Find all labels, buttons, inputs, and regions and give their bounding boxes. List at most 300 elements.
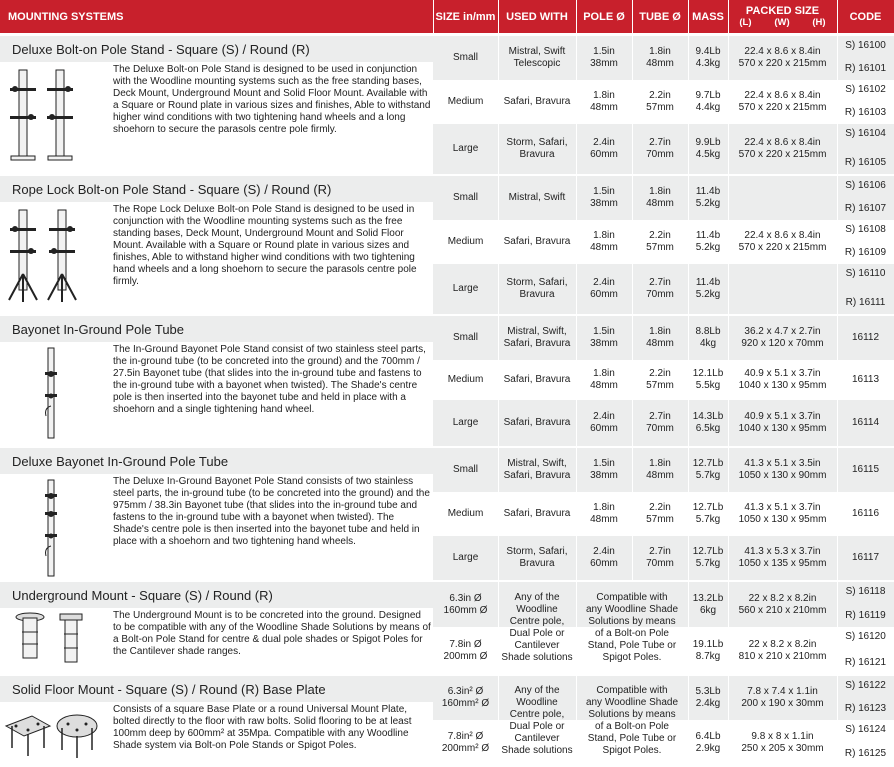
cell-pole-line: Solutions by means bbox=[588, 616, 676, 627]
cell-code bbox=[837, 536, 894, 580]
cell-mass-line: 8.8Lb bbox=[695, 326, 721, 337]
cell-pole-line: Spigot Poles. bbox=[602, 652, 662, 663]
cell-packed-line: 41.3 x 5.3 x 3.7in bbox=[744, 546, 821, 557]
product-code: R) 16119 bbox=[845, 610, 886, 621]
cell-packed-line: 1040 x 130 x 95mm bbox=[738, 380, 827, 391]
cell-pole-line: Compatible with bbox=[596, 592, 668, 603]
cell-packed-line: 22.4 x 8.6 x 8.4in bbox=[744, 90, 821, 101]
cell-tube-line: 2.7in bbox=[649, 546, 671, 557]
rope-lock-pole-stand-illustration bbox=[2, 204, 103, 319]
cell-used-line: Mistral, Swift bbox=[508, 192, 566, 203]
cell-mass bbox=[688, 582, 728, 627]
cell-packed bbox=[728, 400, 837, 446]
cell-used bbox=[498, 400, 576, 446]
cell-mass bbox=[688, 36, 728, 80]
cell-pole-line: 38mm bbox=[590, 198, 618, 209]
cell-pole-line: 38mm bbox=[590, 338, 618, 349]
header-used: USED WITH bbox=[506, 10, 568, 23]
cell-size bbox=[433, 176, 498, 220]
product-code: 16113 bbox=[851, 374, 880, 385]
product-code: R) 16111 bbox=[845, 297, 886, 308]
cell-used bbox=[498, 536, 576, 580]
cell-size-line: 160mm Ø bbox=[443, 604, 488, 616]
table-row bbox=[433, 264, 894, 314]
cell-used-line: Cantilever bbox=[514, 640, 560, 651]
cell-tube bbox=[632, 316, 688, 360]
cell-used-line: Storm, Safari, bbox=[506, 277, 568, 288]
cell-code bbox=[837, 176, 894, 220]
cell-used-line: Storm, Safari, bbox=[506, 546, 568, 557]
table-row bbox=[433, 220, 894, 264]
cell-size-line: 6.3in Ø bbox=[449, 592, 482, 604]
cell-used-line: Mistral, Swift, bbox=[507, 326, 567, 337]
header-mass: MASS bbox=[692, 10, 724, 23]
cell-size-line: 200mm² Ø bbox=[441, 742, 490, 754]
cell-pole-line: Compatible with bbox=[596, 684, 668, 696]
table-row bbox=[433, 400, 894, 446]
cell-pole-line: 38mm bbox=[590, 470, 618, 481]
cell-pole bbox=[576, 536, 632, 580]
cell-packed-line: 7.8 x 7.4 x 1.1in bbox=[747, 686, 818, 697]
cell-packed-line: 570 x 220 x 215mm bbox=[738, 149, 827, 160]
cell-packed bbox=[728, 264, 837, 314]
product-code: R) 16123 bbox=[844, 703, 887, 714]
cell-pole-line: Solutions by means bbox=[588, 708, 676, 720]
cell-pole bbox=[576, 176, 632, 220]
cell-used-line: Bravura bbox=[519, 149, 555, 160]
cell-packed-line: 1050 x 135 x 95mm bbox=[738, 558, 827, 569]
cell-pole-line: 1.5in bbox=[593, 46, 615, 57]
cell-used-line: Dual Pole or bbox=[509, 720, 565, 732]
cell-packed-line: 570 x 220 x 215mm bbox=[738, 58, 827, 69]
cell-mass bbox=[688, 220, 728, 264]
cell-size-line: Medium bbox=[447, 508, 484, 519]
table-row bbox=[433, 360, 894, 400]
cell-pole-line: 48mm bbox=[590, 514, 618, 525]
cell-pole-line: Stand, Pole Tube or bbox=[587, 640, 677, 651]
cell-mass bbox=[688, 676, 728, 720]
cell-tube bbox=[632, 176, 688, 220]
section bbox=[0, 316, 894, 446]
cell-pole-line: 1.8in bbox=[593, 502, 615, 513]
cell-tube-line: 1.8in bbox=[649, 46, 671, 57]
cell-pole-line: 48mm bbox=[590, 380, 618, 391]
cell-packed bbox=[728, 676, 837, 720]
product-code: S) 16110 bbox=[845, 268, 886, 279]
cell-tube-line: 2.2in bbox=[649, 230, 671, 241]
cell-mass-line: 5.2kg bbox=[695, 289, 721, 300]
product-code: R) 16125 bbox=[844, 748, 887, 759]
cell-pole bbox=[576, 360, 632, 400]
cell-pole-line: 1.8in bbox=[593, 230, 615, 241]
cell-packed-line: 560 x 210 x 210mm bbox=[738, 604, 827, 616]
cell-used-line: Centre pole, bbox=[509, 616, 565, 627]
cell-packed bbox=[728, 492, 837, 536]
cell-pole bbox=[576, 400, 632, 446]
section-description: Consists of a square Base Plate or a round Universal Mount Plate, bolted directly to the floor with raw bolts. Solid flooring to be at least 100mm deep by 600mm² at 35Mpa. Compatible with any Woodline Shade system via Bolt-on Pole Stands or Spigot Poles. bbox=[113, 704, 412, 751]
cell-tube bbox=[632, 80, 688, 124]
cell-size bbox=[433, 220, 498, 264]
cell-pole-line: 60mm bbox=[590, 289, 618, 300]
section-title: Rope Lock Bolt-on Pole Stand - Square (S) / Round (R) bbox=[0, 176, 433, 202]
section-title: Deluxe Bolt-on Pole Stand - Square (S) / Round (R) bbox=[0, 36, 433, 62]
table-row bbox=[433, 36, 894, 80]
product-code: 16115 bbox=[851, 464, 880, 475]
cell-tube-line: 2.7in bbox=[649, 411, 671, 422]
product-code: S) 16120 bbox=[845, 631, 886, 642]
cell-packed-line: 810 x 210 x 210mm bbox=[738, 650, 827, 662]
product-code: S) 16102 bbox=[845, 84, 886, 95]
cell-used-line: Dual Pole or bbox=[509, 628, 565, 639]
cell-pole-merged bbox=[576, 676, 688, 765]
cell-size bbox=[433, 720, 498, 765]
cell-mass bbox=[688, 176, 728, 220]
cell-packed-line: 40.9 x 5.1 x 3.7in bbox=[744, 411, 821, 422]
cell-pole-line: 60mm bbox=[590, 423, 618, 434]
cell-packed bbox=[728, 627, 837, 674]
cell-mass-line: 12.7Lb bbox=[692, 458, 724, 469]
cell-pole bbox=[576, 80, 632, 124]
cell-code bbox=[837, 80, 894, 124]
product-code: 16116 bbox=[851, 508, 880, 519]
section bbox=[0, 36, 894, 174]
cell-used-line: Woodline bbox=[516, 696, 558, 708]
cell-tube bbox=[632, 400, 688, 446]
table-row bbox=[433, 316, 894, 360]
cell-tube-line: 70mm bbox=[646, 289, 674, 300]
cell-mass-line: 6.4Lb bbox=[695, 730, 721, 742]
cell-packed-line: 920 x 120 x 70mm bbox=[741, 338, 824, 349]
cell-used-line: Shade solutions bbox=[501, 744, 573, 756]
cell-pole-line: any Woodline Shade bbox=[585, 696, 679, 708]
cell-code bbox=[837, 492, 894, 536]
cell-mass-line: 13.2Lb bbox=[692, 592, 724, 604]
cell-mass-line: 5.2kg bbox=[695, 242, 721, 253]
table-row bbox=[433, 176, 894, 220]
cell-mass-line: 5.2kg bbox=[695, 198, 721, 209]
cell-mass-line: 4.4kg bbox=[695, 102, 721, 113]
cell-mass bbox=[688, 720, 728, 765]
cell-pole-line: any Woodline Shade bbox=[585, 604, 679, 615]
table-row bbox=[433, 448, 894, 492]
cell-code bbox=[837, 676, 894, 720]
cell-packed bbox=[728, 720, 837, 765]
product-code: S) 16100 bbox=[845, 40, 886, 51]
cell-size-line: 6.3in² Ø bbox=[447, 686, 484, 697]
cell-mass bbox=[688, 492, 728, 536]
bolt-on-pole-stand-illustration bbox=[2, 64, 103, 179]
cell-tube-line: 57mm bbox=[646, 242, 674, 253]
cell-tube-line: 48mm bbox=[646, 338, 674, 349]
cell-size-line: Large bbox=[452, 143, 479, 154]
cell-pole bbox=[576, 492, 632, 536]
cell-used-line: Telescopic bbox=[513, 58, 561, 69]
cell-pole-line: of a Bolt-on Pole bbox=[595, 720, 669, 732]
cell-packed-line: 1050 x 130 x 95mm bbox=[738, 514, 827, 525]
cell-pole-line: Spigot Poles. bbox=[602, 744, 662, 756]
cell-used bbox=[498, 264, 576, 314]
cell-size-line: Large bbox=[452, 283, 479, 294]
cell-used-line: Safari, Bravura bbox=[503, 374, 571, 385]
section bbox=[0, 582, 894, 674]
product-code: 16117 bbox=[851, 552, 880, 563]
cell-tube bbox=[632, 448, 688, 492]
cell-code bbox=[837, 627, 894, 674]
cell-size-line: Medium bbox=[447, 236, 484, 247]
cell-pole-line: 38mm bbox=[590, 58, 618, 69]
underground-mount-illustration bbox=[2, 610, 103, 677]
cell-tube-line: 2.7in bbox=[649, 137, 671, 148]
cell-size-line: Small bbox=[452, 332, 478, 343]
cell-tube-line: 70mm bbox=[646, 149, 674, 160]
cell-used-line: Storm, Safari, bbox=[506, 137, 568, 148]
cell-packed-line: 200 x 190 x 30mm bbox=[741, 698, 824, 709]
header-packed-h: (H) bbox=[812, 17, 826, 28]
product-code: S) 16122 bbox=[845, 680, 886, 691]
cell-size-line: Large bbox=[452, 417, 479, 428]
cell-size bbox=[433, 316, 498, 360]
header-code: CODE bbox=[849, 10, 882, 23]
cell-code bbox=[837, 582, 894, 627]
cell-packed-line: 40.9 x 5.1 x 3.7in bbox=[744, 368, 821, 379]
cell-mass-line: 9.9Lb bbox=[695, 137, 721, 148]
cell-mass-line: 6kg bbox=[699, 604, 717, 616]
cell-mass bbox=[688, 80, 728, 124]
cell-packed-line: 570 x 220 x 215mm bbox=[738, 242, 827, 253]
cell-code bbox=[837, 220, 894, 264]
cell-used-line: Cantilever bbox=[514, 732, 560, 744]
cell-used bbox=[498, 124, 576, 174]
cell-pole-line: 1.8in bbox=[593, 90, 615, 101]
cell-size bbox=[433, 400, 498, 446]
cell-size bbox=[433, 582, 498, 627]
cell-used-line: Bravura bbox=[519, 289, 555, 300]
cell-size bbox=[433, 360, 498, 400]
header-packed bbox=[728, 0, 837, 33]
cell-pole bbox=[576, 220, 632, 264]
cell-size bbox=[433, 448, 498, 492]
product-code: R) 16121 bbox=[844, 657, 887, 668]
cell-code bbox=[837, 264, 894, 314]
cell-tube-line: 48mm bbox=[646, 58, 674, 69]
cell-size-line: Small bbox=[452, 52, 478, 63]
cell-used bbox=[498, 220, 576, 264]
table-row bbox=[433, 536, 894, 580]
cell-used bbox=[498, 316, 576, 360]
cell-tube-line: 57mm bbox=[646, 102, 674, 113]
cell-used bbox=[498, 360, 576, 400]
product-code: R) 16101 bbox=[844, 63, 887, 74]
cell-code bbox=[837, 124, 894, 174]
cell-size-line: Medium bbox=[447, 374, 484, 385]
cell-packed-line: 9.8 x 8 x 1.1in bbox=[751, 730, 814, 742]
cell-used-line: Centre pole, bbox=[509, 708, 565, 720]
cell-code bbox=[837, 448, 894, 492]
solid-floor-mount-illustration bbox=[2, 704, 103, 767]
section-title: Underground Mount - Square (S) / Round (R) bbox=[0, 582, 433, 608]
cell-mass-line: 9.7Lb bbox=[695, 90, 721, 101]
cell-used-line: Mistral, Swift, bbox=[507, 458, 567, 469]
section-title: Solid Floor Mount - Square (S) / Round (R) Base Plate bbox=[0, 676, 433, 702]
cell-mass-line: 12.1Lb bbox=[692, 368, 724, 379]
product-code: S) 16124 bbox=[845, 724, 886, 735]
cell-tube-line: 2.2in bbox=[649, 90, 671, 101]
cell-pole-line: 1.5in bbox=[593, 186, 615, 197]
section-description: The In-Ground Bayonet Pole Stand consist of two stainless steel parts, the in-ground tube (to be concreted into the ground) and the 700mm / 27.5in Bayonet tube (that slides into the in-ground tube and fastens to the in-ground tube with a bayonet when twisted). The Shade's centre pole is then inserted into the bayonet tube and held in place with a shoehorn and a single tightening hand wheel. bbox=[113, 344, 426, 415]
cell-code bbox=[837, 36, 894, 80]
cell-tube bbox=[632, 220, 688, 264]
cell-packed bbox=[728, 80, 837, 124]
cell-mass-line: 5.7kg bbox=[695, 558, 721, 569]
cell-used-line: Safari, Bravura bbox=[503, 508, 571, 519]
cell-code bbox=[837, 400, 894, 446]
cell-code bbox=[837, 720, 894, 765]
table-header bbox=[0, 0, 894, 33]
cell-size bbox=[433, 627, 498, 674]
cell-tube bbox=[632, 264, 688, 314]
cell-packed-line: 22.4 x 8.6 x 8.4in bbox=[744, 137, 821, 148]
cell-mass-line: 12.7Lb bbox=[692, 502, 724, 513]
cell-tube-line: 70mm bbox=[646, 558, 674, 569]
cell-pole-line: 1.5in bbox=[593, 326, 615, 337]
cell-used bbox=[498, 36, 576, 80]
cell-size-line: 7.8in² Ø bbox=[447, 730, 484, 742]
cell-packed-line: 22.4 x 8.6 x 8.4in bbox=[744, 46, 821, 57]
cell-tube-line: 48mm bbox=[646, 470, 674, 481]
cell-used-line: Shade solutions bbox=[501, 652, 573, 663]
cell-mass-line: 11.4b bbox=[695, 230, 721, 241]
cell-packed bbox=[728, 36, 837, 80]
cell-pole-line: 48mm bbox=[590, 242, 618, 253]
cell-tube-line: 1.8in bbox=[649, 326, 671, 337]
cell-mass-line: 5.7kg bbox=[695, 514, 721, 525]
cell-size-line: 7.8in Ø bbox=[449, 638, 482, 650]
cell-mass-line: 11.4b bbox=[695, 277, 721, 288]
cell-pole bbox=[576, 264, 632, 314]
cell-used-line: Woodline bbox=[516, 604, 558, 615]
cell-pole-line: 2.4in bbox=[593, 546, 615, 557]
cell-used-line: Any of the bbox=[514, 592, 560, 603]
cell-mass-line: 2.9kg bbox=[695, 742, 721, 754]
cell-size bbox=[433, 536, 498, 580]
cell-used bbox=[498, 176, 576, 220]
cell-size bbox=[433, 124, 498, 174]
product-code: R) 16109 bbox=[844, 247, 887, 258]
cell-used-merged bbox=[498, 582, 576, 674]
section-description: The Deluxe In-Ground Bayonet Pole Stand consists of two stainless steel parts, the in-ground tube (to be concreted into the ground) and the 975mm / 38.3in Bayonet tube (that slides into the in-ground tube and fastens to the in-ground tube with a bayonet when twisted). The Shade's centre pole is then inserted into the bayonet tube and held in place with a shoehorn and two tightening hand wheels. bbox=[113, 476, 430, 547]
deluxe-bayonet-tube-illustration bbox=[2, 476, 103, 587]
cell-mass-line: 14.3Lb bbox=[692, 411, 724, 422]
cell-packed-line: 1040 x 130 x 95mm bbox=[738, 423, 827, 434]
cell-tube-line: 57mm bbox=[646, 514, 674, 525]
product-code: S) 16104 bbox=[845, 128, 886, 139]
cell-packed bbox=[728, 448, 837, 492]
cell-packed-line: 41.3 x 5.1 x 3.5in bbox=[744, 458, 821, 469]
cell-mass-line: 5.3Lb bbox=[695, 686, 721, 697]
cell-mass-line: 6.5kg bbox=[695, 423, 721, 434]
cell-size bbox=[433, 36, 498, 80]
cell-packed bbox=[728, 316, 837, 360]
cell-code bbox=[837, 360, 894, 400]
cell-size bbox=[433, 492, 498, 536]
cell-used bbox=[498, 448, 576, 492]
cell-tube bbox=[632, 360, 688, 400]
cell-mass-line: 11.4b bbox=[695, 186, 721, 197]
cell-packed-line: 1050 x 130 x 90mm bbox=[738, 470, 827, 481]
cell-tube bbox=[632, 492, 688, 536]
product-code: S) 16118 bbox=[845, 586, 886, 597]
cell-packed bbox=[728, 536, 837, 580]
cell-pole-line: Stand, Pole Tube or bbox=[587, 732, 677, 744]
cell-packed-line: 250 x 205 x 30mm bbox=[741, 742, 824, 754]
cell-pole-line: 2.4in bbox=[593, 137, 615, 148]
product-code: 16114 bbox=[851, 417, 880, 428]
cell-mass bbox=[688, 124, 728, 174]
product-code: S) 16108 bbox=[845, 224, 886, 235]
cell-pole-line: 60mm bbox=[590, 149, 618, 160]
header-size: SIZE in/mm bbox=[435, 10, 496, 23]
section-title: Bayonet In-Ground Pole Tube bbox=[0, 316, 433, 342]
cell-pole-line: 1.5in bbox=[593, 458, 615, 469]
cell-mass-line: 5.5kg bbox=[695, 380, 721, 391]
product-code: 16112 bbox=[851, 332, 880, 343]
section-title: Deluxe Bayonet In-Ground Pole Tube bbox=[0, 448, 433, 474]
cell-tube bbox=[632, 536, 688, 580]
cell-pole-line: 48mm bbox=[590, 102, 618, 113]
cell-used-line: Mistral, Swift bbox=[508, 46, 566, 57]
cell-used-line: Safari, Bravura bbox=[503, 417, 571, 428]
cell-mass-line: 9.4Lb bbox=[695, 46, 721, 57]
cell-tube-line: 70mm bbox=[646, 423, 674, 434]
cell-used-line: Safari, Bravura bbox=[503, 96, 571, 107]
cell-used bbox=[498, 492, 576, 536]
cell-mass-line: 5.7kg bbox=[695, 470, 721, 481]
cell-packed-line: 36.2 x 4.7 x 2.7in bbox=[744, 326, 821, 337]
section-description: The Rope Lock Deluxe Bolt-on Pole Stand is designed to be used in conjunction with the Woodline mounting systems such as the free standing bases, Deck Mount, Underground Mount and Solid Floor Mount. Available with a Square or Round plate in various sizes and finishes, Able to withstand higher wind conditions with two tightening hand wheels and a long shoehorn to secure the parasols centre pole firmly. bbox=[113, 204, 417, 287]
cell-size-line: Large bbox=[452, 552, 479, 563]
cell-pole-line: 2.4in bbox=[593, 411, 615, 422]
cell-used-line: Safari, Bravura bbox=[503, 470, 571, 481]
cell-mass-line: 2.4kg bbox=[695, 698, 721, 709]
cell-used-line: Any of the bbox=[514, 684, 560, 696]
cell-pole bbox=[576, 36, 632, 80]
cell-size-line: Medium bbox=[447, 96, 484, 107]
cell-pole bbox=[576, 124, 632, 174]
cell-pole-line: of a Bolt-on Pole bbox=[595, 628, 669, 639]
cell-tube-line: 48mm bbox=[646, 198, 674, 209]
table-row bbox=[433, 492, 894, 536]
cell-mass bbox=[688, 264, 728, 314]
cell-packed-line: 22.4 x 8.6 x 8.4in bbox=[744, 230, 821, 241]
section-description: The Underground Mount is to be concreted into the ground. Designed to be compatible with any of the Woodline Shade Solutions by means of a Bolt-on Pole Stand for centre & dual pole shades or Spigot Poles for the Cantilever shade ranges. bbox=[113, 610, 431, 657]
cell-size-line: 200mm Ø bbox=[443, 650, 488, 662]
cell-tube-line: 1.8in bbox=[649, 186, 671, 197]
section bbox=[0, 176, 894, 314]
cell-pole-line: 60mm bbox=[590, 558, 618, 569]
header-tube: TUBE Ø bbox=[639, 10, 681, 23]
cell-size bbox=[433, 676, 498, 720]
cell-packed bbox=[728, 176, 837, 220]
cell-mass-line: 4.5kg bbox=[695, 149, 721, 160]
cell-mass-line: 4kg bbox=[699, 338, 717, 349]
cell-packed bbox=[728, 124, 837, 174]
bayonet-tube-illustration bbox=[2, 344, 103, 449]
section-description: The Deluxe Bolt-on Pole Stand is designed to be used in conjunction with the Woodline mounting systems such as the free standing bases, Deck Mount, Underground Mount and Solid Floor Mount. Available with a Square or Round plate in various sizes and finishes, Able to withstand higher wind conditions with two tightening hand wheels and a long shoehorn to secure the parasols centre pole firmly. bbox=[113, 64, 431, 135]
table-row bbox=[433, 80, 894, 124]
cell-tube-line: 2.2in bbox=[649, 502, 671, 513]
header-packed-title: PACKED SIZE bbox=[745, 5, 820, 17]
cell-used-line: Bravura bbox=[519, 558, 555, 569]
